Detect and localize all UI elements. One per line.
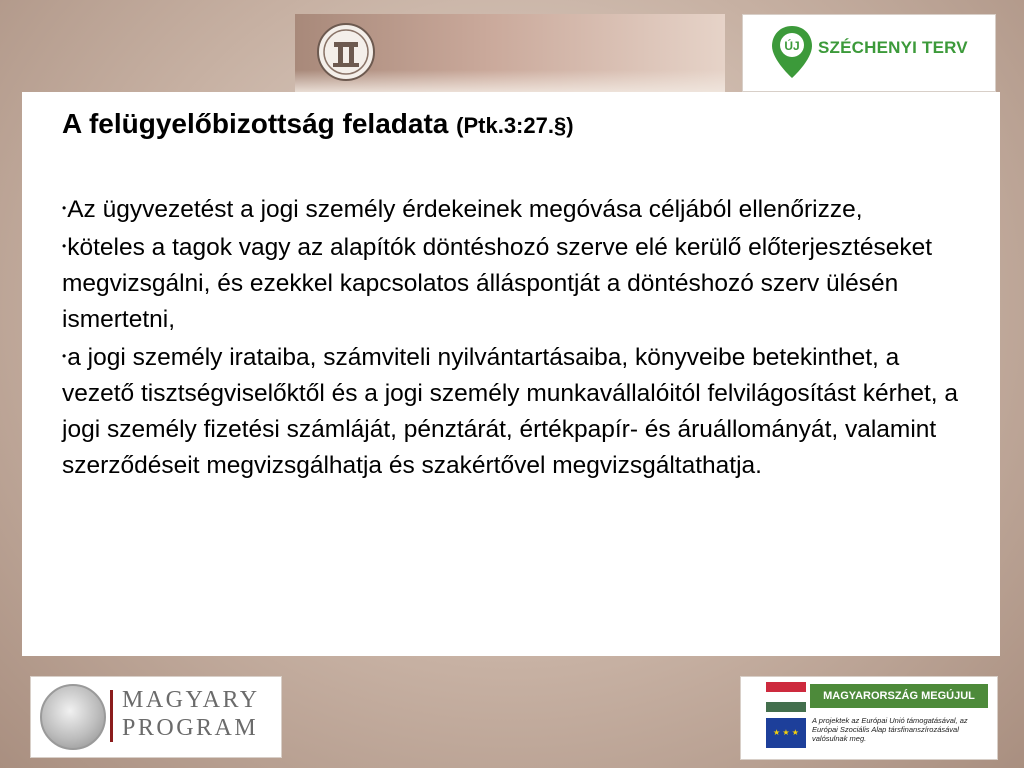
slide-title xyxy=(62,108,962,140)
logo-divider xyxy=(110,690,113,742)
magyarorszag-megujul-banner: MAGYARORSZÁG MEGÚJUL xyxy=(810,684,988,708)
bullet-item xyxy=(62,190,962,228)
court-emblem-icon xyxy=(316,22,376,82)
bullet-text: a jogi személy irataiba, számviteli nyilvántartásaiba, könyveibe betekinthet, a vezető tisztségviselőktől és a jogi személy munkavállalóitól felvilágosítást kérhet, a jogi személy fizetési számláját, pénztárát, értékpapír- és áruállományát, valamint szerződéseit megvizsgálhatja és szakértővel megvizsgáltathatja. xyxy=(62,344,959,479)
slide-title-reference: (Ptk.3:27.§) xyxy=(456,113,574,138)
bullet-item xyxy=(62,228,962,338)
eu-flag-icon: ★ ★ ★ xyxy=(766,718,806,748)
slide-body xyxy=(62,190,962,484)
eu-funding-note: A projektek az Európai Unió támogatásával, az Európai Szociális Alap társfinanszírozásával valósulnak meg. xyxy=(812,716,968,743)
magyary-line-1: MAGYARY xyxy=(122,687,260,713)
magyary-program-text xyxy=(122,686,260,742)
portrait-icon xyxy=(40,684,106,750)
szechenyi-terv-text: SZÉCHENYI TERV xyxy=(818,38,968,57)
bullet-text: köteles a tagok vagy az alapítók döntéshozó szerve elé kerülő előterjesztéseket megvizsgálni, és ezekkel kapcsolatos álláspontját a döntéshozó szerv ülésén ismertetni, xyxy=(62,234,933,333)
bullet-item xyxy=(62,338,962,484)
bullet-marker: • xyxy=(62,201,67,215)
szechenyi-pin-label: ÚJ xyxy=(784,39,800,53)
map-pin-icon xyxy=(770,24,814,80)
bullet-marker: • xyxy=(62,239,67,253)
slide-title-text: A felügyelőbizottság feladata xyxy=(62,108,449,139)
bullet-text: Az ügyvezetést a jogi személy érdekeinek megóvása céljából ellenőrizze, xyxy=(67,196,863,223)
magyary-line-2: PROGRAM xyxy=(122,715,259,741)
hungarian-flag-icon xyxy=(766,682,806,712)
bullet-marker: • xyxy=(62,349,67,363)
